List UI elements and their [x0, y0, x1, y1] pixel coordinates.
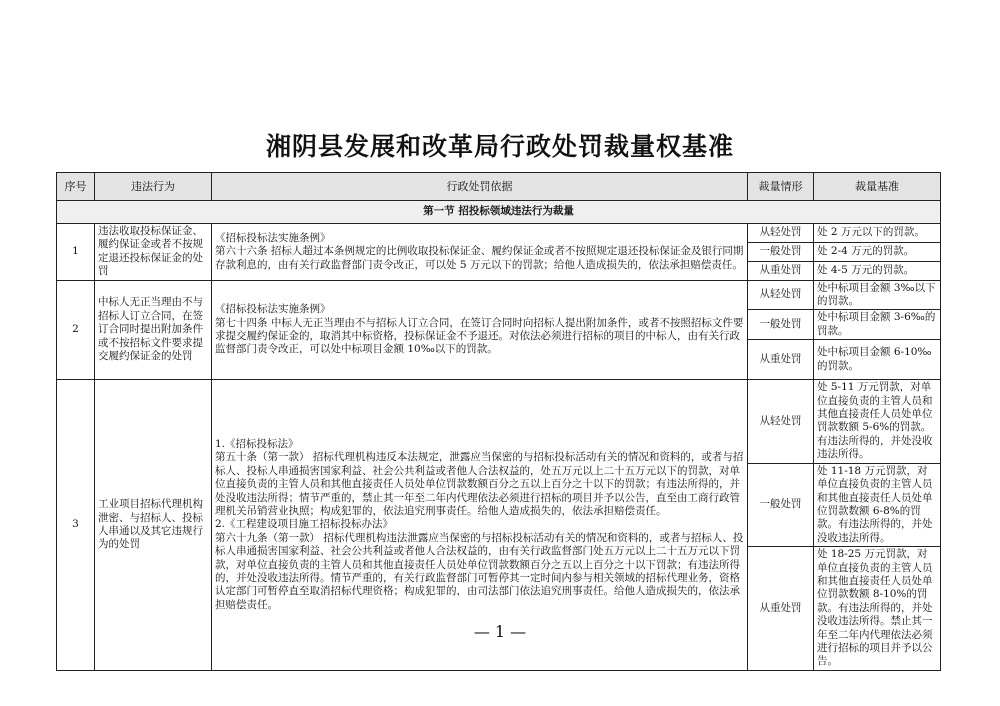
- table-row: [57, 224, 941, 243]
- standard-normal: 处中标项目金额 3-6‰的罚款。: [814, 310, 941, 340]
- header-level: 裁量情形: [748, 173, 814, 201]
- level-heavy: 从重处罚: [748, 261, 814, 280]
- standard-light: 处中标项目金额 3‰以下的罚款。: [814, 280, 941, 310]
- violation-act: 中标人无正当理由不与招标人订立合同，在签订合同时提出附加条件或不按招标文件要求提交履约保证金的处罚: [95, 280, 212, 380]
- level-light: 从轻处罚: [748, 224, 814, 243]
- level-heavy: 从重处罚: [748, 340, 814, 380]
- standard-light: 处 2 万元以下的罚款。: [814, 224, 941, 243]
- level-normal: 一般处罚: [748, 310, 814, 340]
- level-light: 从轻处罚: [748, 280, 814, 310]
- row-no: 3: [57, 380, 95, 671]
- level-normal: 一般处罚: [748, 463, 814, 546]
- standard-heavy: 处 4-5 万元的罚款。: [814, 261, 941, 280]
- header-act: 违法行为: [95, 173, 212, 201]
- section-title: 第一节 招投标领域违法行为裁量: [57, 201, 941, 224]
- header-no: 序号: [57, 173, 95, 201]
- standard-light: 处 5-11 万元罚款，对单位直接负责的主管人员和其他直接责任人员处单位罚款数额 5-6%的罚款。有违法所得的，并处没收违法所得。: [814, 380, 941, 463]
- penalty-basis: 1.《招标投标法》 第五十条（第一款） 招标代理机构违反本法规定，泄露应当保密的与招标投标活动有关的情况和资料的，或者与招标人、投标人串通损害国家利益、社会公共利益或者他人合法权益的，处五万元以上二十五万元以下的罚款，对单位直接负责的主管人员和其他直接责任人员处单位罚款数额百分之五以上百分之十以下的罚款；有违法所得的，并处没收违法所得；情节严重的，禁止其一年至二年内代理依法必须进行招标的项目并予以公告，直至由工商行政管理机关吊销营业执照；构成犯罪的，依法追究刑事责任。给他人造成损失的，依法承担赔偿责任。 2.《工程建设项目施工招标投标办法》 第六十九条（第一款） 招标代理机构违法泄露应当保密的与招标投标活动有关的情况和资料的，或者与招标人、投标人串通损害国家利益、社会公共利益或者他人合法权益的，由有关行政监督部门处五万元以上二十五万元以下罚款，对单位直接负责的主管人员和其他直接责任人员处单位罚款数额百分之五以上百分之十以下罚款；有违法所得的，并处没收违法所得。情节严重的，有关行政监督部门可暂停其一定时间内参与相关领域的招标代理业务，资格认定部门可暂停直至取消招标代理资格；构成犯罪的，由司法部门依法追究刑事责任。给他人造成损失的，依法承担赔偿责任。: [212, 380, 748, 671]
- level-light: 从轻处罚: [748, 380, 814, 463]
- violation-act: 违法收取投标保证金、履约保证金或者不按规定退还投标保证金的处罚: [95, 224, 212, 281]
- header-basis: 行政处罚依据: [212, 173, 748, 201]
- level-normal: 一般处罚: [748, 242, 814, 261]
- violation-act: 工业项目招标代理机构泄密、与招标人、投标人串通以及其它违规行为的处罚: [95, 380, 212, 671]
- row-no: 2: [57, 280, 95, 380]
- header-row: [57, 173, 941, 201]
- standard-normal: 处 2-4 万元的罚款。: [814, 242, 941, 261]
- penalty-basis: 《招标投标法实施条例》 第六十六条 招标人超过本条例规定的比例收取投标保证金、履约保证金或者不按照规定退还投标保证金及银行同期存款利息的，由有关行政监督部门责令改正，可以处 5 万元以下的罚款；给他人造成损失的，依法承担赔偿责任。: [212, 224, 748, 281]
- header-standard: 裁量基准: [814, 173, 941, 201]
- level-heavy: 从重处罚: [748, 547, 814, 671]
- penalty-table: [56, 172, 941, 671]
- standard-normal: 处 11-18 万元罚款，对单位直接负责的主管人员和其他直接责任人员处单位罚款数额 6-8%的罚款。有违法所得的，并处没收违法所得。: [814, 463, 941, 546]
- table-row: [57, 380, 941, 463]
- table-row: [57, 280, 941, 310]
- standard-heavy: 处 18-25 万元罚款，对单位直接负责的主管人员和其他直接责任人员处单位罚款数额 8-10%的罚款。有违法所得的，并处没收违法所得。禁止其一年至二年内代理依法必须进行招标的项目并予以公告。: [814, 547, 941, 671]
- section-row: [57, 201, 941, 224]
- standard-heavy: 处中标项目金额 6-10‰的罚款。: [814, 340, 941, 380]
- page-title: 湘阴县发展和改革局行政处罚裁量权基准: [265, 132, 734, 161]
- page-number: — 1 —: [473, 622, 527, 641]
- row-no: 1: [57, 224, 95, 281]
- penalty-basis: 《招标投标法实施条例》 第七十四条 中标人无正当理由不与招标人订立合同，在签订合同时向招标人提出附加条件，或者不按照招标文件要求提交履约保证金的，取消其中标资格，投标保证金不予退还。对依法必须进行招标的项目的中标人，由有关行政监督部门责令改正，可以处中标项目金额 10‰以下的罚款。: [212, 280, 748, 380]
